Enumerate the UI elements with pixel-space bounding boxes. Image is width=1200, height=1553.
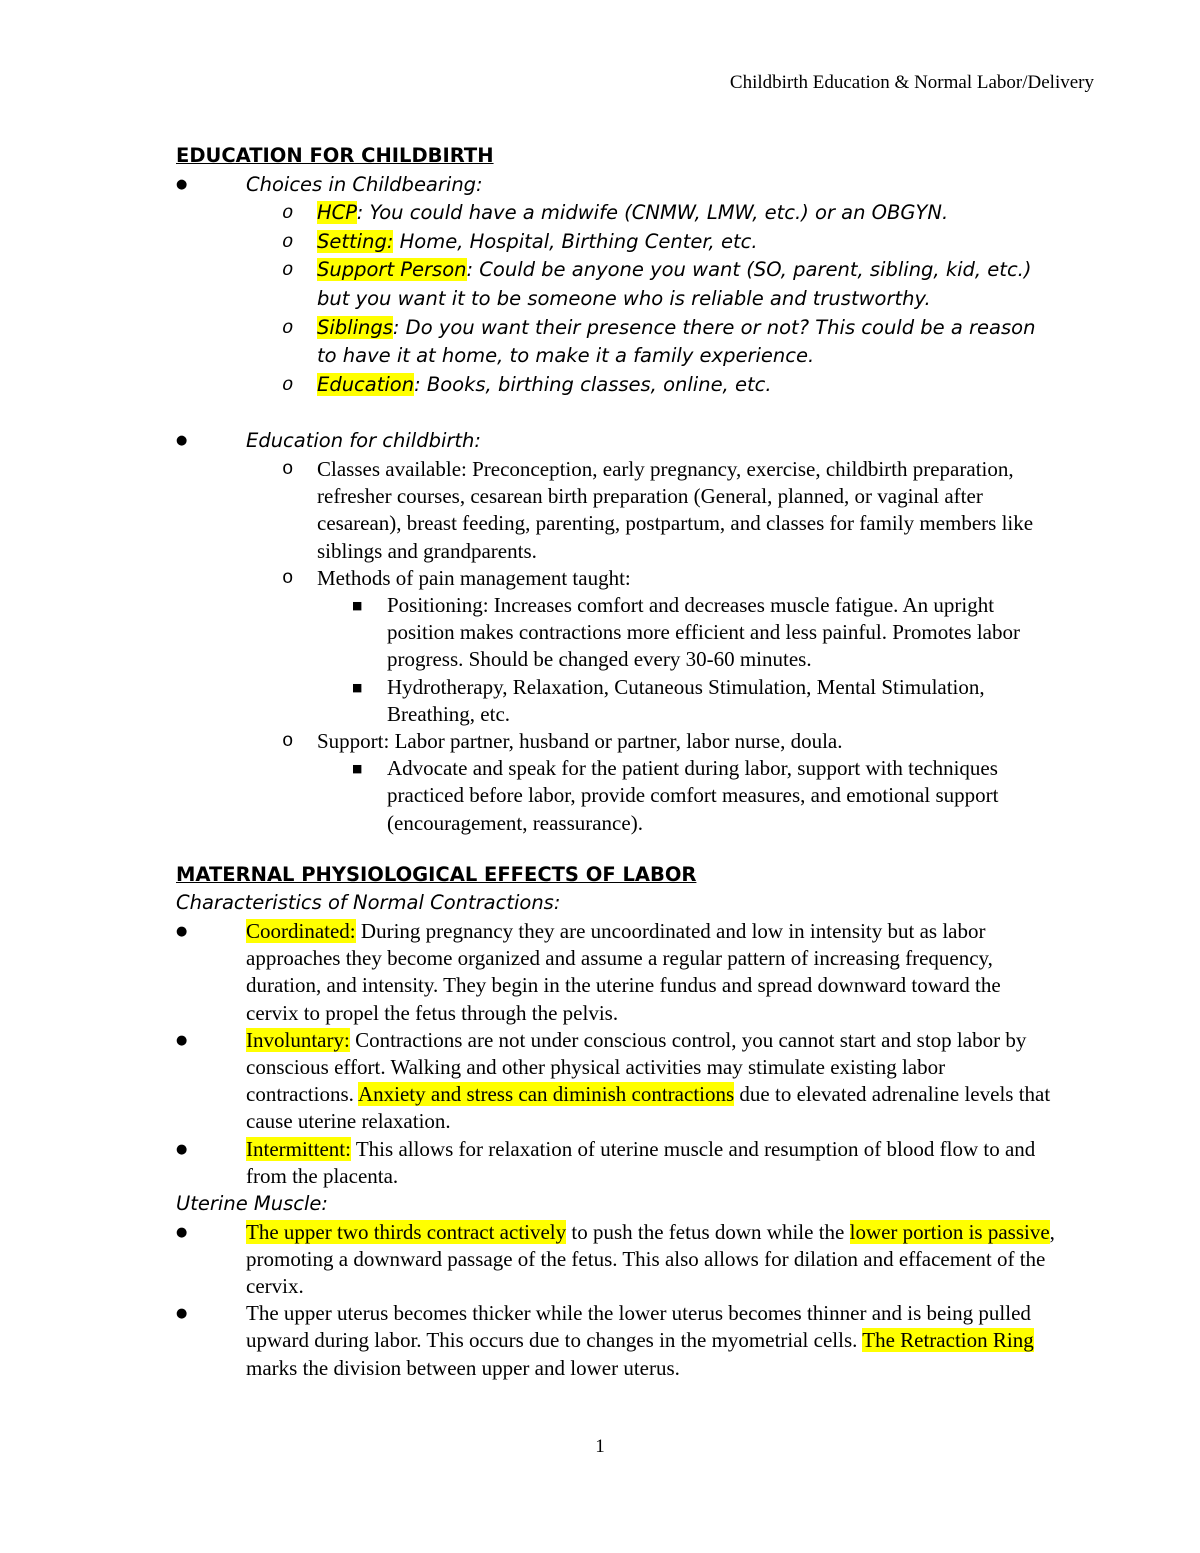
section-title-education: EDUCATION FOR CHILDBIRTH	[176, 144, 494, 167]
choice-item-education: o Education: Books, birthing classes, online, etc.	[176, 371, 1056, 400]
choice-item-support-person: o Support Person: Could be anyone you want (SO, parent, sibling, kid, etc.) but you want it to be someone who is reliable and trustworthy.	[282, 258, 1032, 310]
uterine-list	[176, 1219, 1056, 1382]
uterine-muscle-subheading: Uterine Muscle:	[176, 1192, 328, 1215]
circle-bullet-icon: o	[282, 566, 294, 589]
choice-item-siblings: o Siblings: Do you want their presence there or not? This could be a reason to have it at home, to make it a family experience.	[282, 315, 1036, 368]
intermittent-item: ● Intermittent: This allows for relaxation of uterine muscle and resumption of blood flow to and from the placenta.	[176, 1136, 1036, 1188]
upper-uterus-item: ● The upper uterus becomes thicker while the lower uterus becomes thinner and is being pulled upward during labor. This occurs due to changes in the myometrial cells. The Retraction Ring marks the division between upper and lower uterus.	[176, 1301, 1034, 1380]
circle-bullet-icon: o	[282, 259, 294, 282]
circle-bullet-icon: o	[282, 373, 294, 396]
upper-two-thirds-item: ● The upper two thirds contract actively to push the fetus down while the lower portion is passive, promoting a downward passage of the fetus. This also allows for dilation and effacement of the cervix.	[176, 1219, 1055, 1298]
bullet-icon: ●	[176, 1224, 188, 1240]
circle-bullet-icon: o	[282, 202, 294, 225]
bullet-icon: ●	[176, 1032, 188, 1048]
choice-item-setting: o Setting: Home, Hospital, Birthing Center, etc.	[176, 228, 1056, 257]
choices-heading: ● Choices in Childbearing:	[176, 171, 1056, 200]
square-bullet-icon: ■	[352, 598, 363, 612]
pain-management-item: o Methods of pain management taught:	[176, 565, 1056, 592]
education-heading: ● Education for childbirth:	[176, 427, 1056, 456]
square-bullet-icon: ■	[352, 680, 363, 694]
choice-item-hcp: o HCP: You could have a midwife (CNMW, LMW, etc.) or an OBGYN.	[176, 199, 1056, 228]
page-number: 1	[595, 1436, 605, 1457]
support-item: o Support: Labor partner, husband or partner, labor nurse, doula.	[176, 728, 1056, 755]
circle-bullet-icon: o	[282, 729, 294, 752]
bullet-icon: ●	[176, 1306, 188, 1322]
document-body	[176, 142, 1056, 1382]
circle-bullet-icon: o	[282, 230, 294, 253]
coordinated-item: ● Coordinated: During pregnancy they are uncoordinated and low in intensity but as labor approaches they become organized and assume a regular pattern of increasing frequency, duration, and intensity. They begin in the uterine fundus and spread downward toward the cervix to propel the fetus through the pelvis.	[176, 918, 1001, 1025]
circle-bullet-icon: o	[282, 457, 294, 480]
section-title-maternal: MATERNAL PHYSIOLOGICAL EFFECTS OF LABOR	[176, 862, 697, 886]
positioning-item: ■ Positioning: Increases comfort and decreases muscle fatigue. An upright position makes contractions more efficient and less painful. Promotes labor progress. Should be changed every 30-60 minutes.	[352, 592, 1020, 672]
advocate-item: ■ Advocate and speak for the patient during labor, support with techniques practiced before labor, provide comfort measures, and emotional support (encouragement, reassurance).	[352, 756, 999, 835]
choices-list	[176, 171, 1056, 400]
circle-bullet-icon: o	[282, 316, 294, 339]
bullet-icon: ●	[176, 176, 188, 192]
page-header: Childbirth Education & Normal Labor/Delivery	[729, 72, 1094, 93]
bullet-icon: ●	[176, 923, 188, 939]
education-list	[176, 427, 1056, 836]
bullet-icon: ●	[176, 1141, 188, 1157]
hydrotherapy-item: ■ Hydrotherapy, Relaxation, Cutaneous Stimulation, Mental Stimulation, Breathing, etc.	[352, 674, 985, 726]
involuntary-item: ● Involuntary: Contractions are not under conscious control, you cannot start and stop labor by conscious effort. Walking and other physical activities may stimulate existing labor contractions. Anxiety and stress can diminish contractions due to elevated adrenaline levels that cause uterine relaxation.	[176, 1027, 1051, 1134]
bullet-icon: ●	[176, 433, 188, 449]
contractions-subheading: Characteristics of Normal Contractions:	[176, 891, 561, 915]
classes-item: o Classes available: Preconception, early pregnancy, exercise, childbirth preparation, refresher courses, cesarean birth preparation (General, planned, or vaginal after cesarean), breast feeding, parenting, postpartum, and classes for family members like siblings and grandparents.	[282, 456, 1034, 563]
square-bullet-icon: ■	[352, 762, 363, 776]
contractions-list	[176, 918, 1056, 1190]
